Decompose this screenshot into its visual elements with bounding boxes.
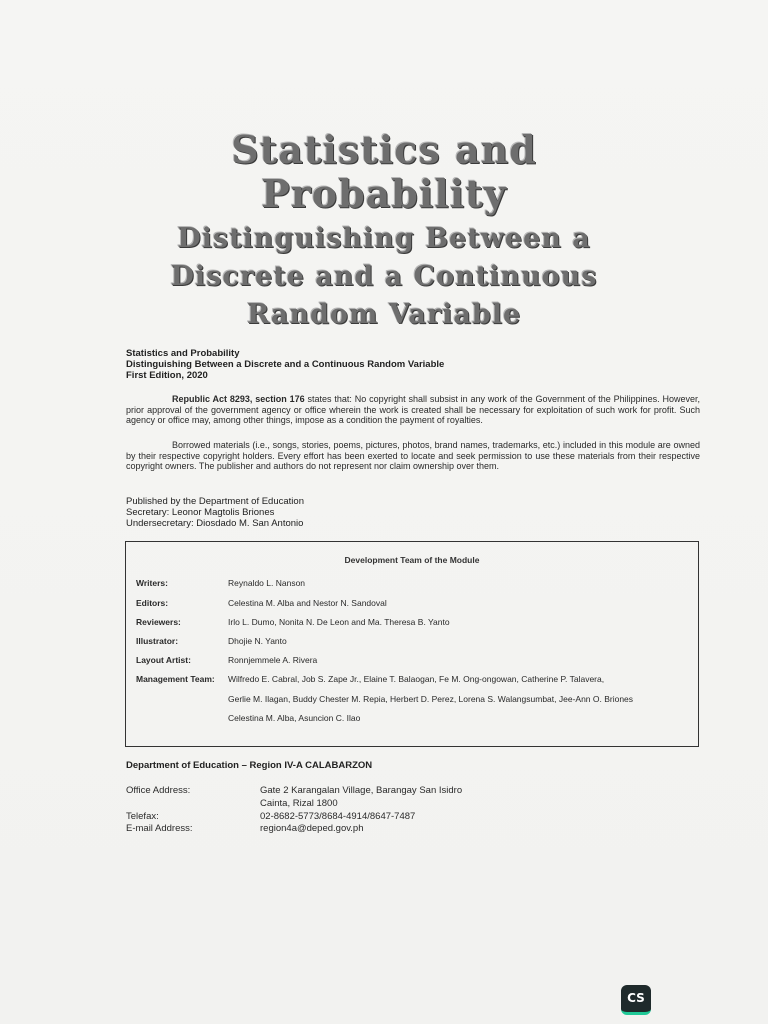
management-label: Management Team:: [136, 674, 215, 684]
writers-label: Writers:: [136, 578, 168, 588]
management-value-line-3: Celestina M. Alba, Asuncion C. Ilao: [228, 713, 361, 723]
reviewers-value: Irlo L. Dumo, Nonita N. De Leon and Ma. Theresa B. Yanto: [228, 617, 450, 627]
meta-edition: First Edition, 2020: [126, 370, 208, 381]
copyright-text: states that: No copyright shall subsist in any work of the Government of the Philippines. However, prior approval of the government agency or office wherein the work is created shall be necessary for exploitation of such work for profit. Such agency or office may, among other things, impose as a condition the payment of royalties.: [126, 394, 700, 425]
development-team-box: [125, 541, 699, 747]
team-row-illustrator: [136, 636, 287, 646]
illustrator-value: Dhojie N. Yanto: [228, 636, 287, 646]
secretary-line: Secretary: Leonor Magtolis Briones: [126, 507, 275, 518]
layout-value: Ronnjemmele A. Rivera: [228, 655, 318, 665]
module-meta: [126, 348, 444, 381]
layout-label: Layout Artist:: [136, 655, 191, 665]
copyright-paragraph: [126, 394, 700, 426]
camscanner-logo-icon: CS: [621, 985, 651, 1015]
writers-value: Reynaldo L. Nanson: [228, 578, 306, 588]
management-value-line-2: Gerlie M. Ilagan, Buddy Chester M. Repia, Herbert D. Perez, Lorena S. Walangsumbat, Jee-Ann O. Briones: [228, 694, 634, 704]
subtitle-line-3: Random Variable: [246, 299, 522, 330]
editors-value: Celestina M. Alba and Nestor N. Sandoval: [228, 598, 387, 608]
publisher-line: Published by the Department of Education: [126, 496, 304, 507]
meta-module: Distinguishing Between a Discrete and a Continuous Random Variable: [126, 359, 445, 370]
team-row-reviewers: [136, 617, 450, 627]
email-label: E-mail Address:: [126, 823, 193, 834]
subtitle-line-1: Distinguishing Between a: [177, 223, 591, 254]
title-line-2: Probability: [261, 171, 507, 216]
office-address-line-2: Cainta, Rizal 1800: [260, 798, 338, 809]
reviewers-label: Reviewers:: [136, 617, 181, 627]
team-row-layout: [136, 655, 317, 665]
management-value-line-1: Wilfredo E. Cabral, Job S. Zape Jr., Elaine T. Balaogan, Fe M. Ong-ongowan, Catherine P. Talavera,: [228, 674, 605, 684]
team-row-editors: [136, 598, 387, 608]
editors-label: Editors:: [136, 598, 169, 608]
telefax-value: 02-8682-5773/8684-4914/8647-7487: [260, 811, 416, 822]
telefax-label: Telefax:: [126, 811, 159, 822]
office-address-row: [126, 785, 462, 796]
team-row-writers: [136, 578, 305, 588]
borrowed-materials-paragraph: Borrowed materials (i.e., songs, stories, poems, pictures, photos, brand names, trademarks, etc.) included in this module are owned by their respective copyright holders. Every effort has been exerted to locate and seek permission to use these materials from their respective copyright owners. The publisher and authors do not represent nor claim ownership over them.: [126, 440, 700, 471]
undersecretary-line: Undersecretary: Diosdado M. San Antonio: [126, 518, 304, 529]
illustrator-label: Illustrator:: [136, 636, 179, 646]
team-row-management: [136, 674, 604, 684]
law-reference: Republic Act 8293, section 176: [172, 394, 305, 404]
team-heading: Development Team of the Module: [344, 555, 480, 565]
meta-subject: Statistics and Probability: [126, 348, 240, 359]
office-address-label: Office Address:: [126, 785, 191, 796]
module-title: [0, 128, 768, 334]
office-address-line-1: Gate 2 Karangalan Village, Barangay San Isidro: [260, 785, 463, 796]
email-row: [126, 823, 364, 834]
email-value: region4a@deped.gov.ph: [260, 823, 364, 834]
publisher-info: [126, 496, 304, 529]
telefax-row: [126, 811, 415, 822]
subtitle-line-2: Discrete and a Continuous: [170, 261, 598, 292]
title-line-1: Statistics and: [231, 127, 537, 172]
region-heading: Department of Education – Region IV-A CALABARZON: [126, 760, 373, 771]
